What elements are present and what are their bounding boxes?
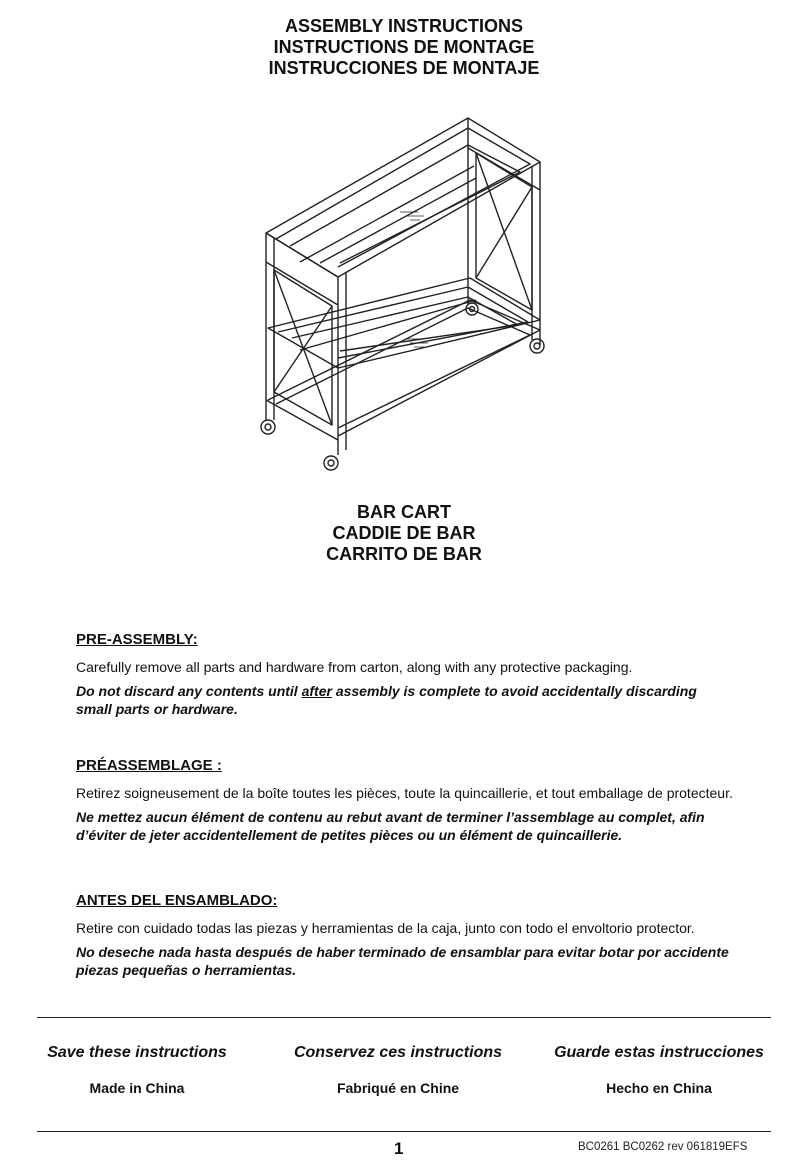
section-heading: PRE-ASSEMBLY: [76, 631, 198, 648]
section-body: Retire con cuidado todas las piezas y herramientas de la caja, junto con todo el envoltorio protector. [76, 920, 695, 936]
origin-spanish: Hecho en China [606, 1080, 712, 1096]
title-english: ASSEMBLY INSTRUCTIONS [284, 16, 524, 36]
section-warning [76, 682, 736, 718]
section-pre-assembly-french [76, 757, 736, 844]
product-english: BAR CART [357, 502, 451, 522]
section-heading: ANTES DEL ENSAMBLADO: [76, 892, 278, 909]
document-title [0, 16, 808, 79]
product-french: CADDIE DE BAR [332, 523, 476, 543]
origin-english: Made in China [89, 1080, 185, 1096]
title-spanish: INSTRUCCIONES DE MONTAJE [268, 58, 540, 78]
section-warning: No deseche nada hasta después de haber terminado de ensamblar para evitar botar por accidente piezas pequeñas o herramientas. [76, 944, 729, 978]
section-body: Retirez soigneusement de la boîte toutes les pièces, toute la quincaillerie, et tout emballage de protecteur. [76, 785, 733, 801]
section-warning: Ne mettez aucun élément de contenu au rebut avant de terminer l’assemblage au complet, afin d’éviter de jeter accidentellement de petites pièces ou un élément de quincaillerie. [76, 809, 705, 843]
save-spanish: Guarde estas instrucciones [554, 1044, 764, 1061]
warning-text-start: Do not discard any contents until [76, 683, 302, 699]
section-pre-assembly-spanish [76, 892, 736, 979]
bar-cart-illustration [245, 112, 565, 480]
section-pre-assembly-english [76, 631, 736, 718]
warning-text-end: assembly is complete to avoid accidentally discarding small parts or hardware. [76, 683, 697, 717]
footer-divider-bottom [37, 1131, 771, 1132]
product-name [0, 502, 808, 565]
warning-emphasis: after [301, 683, 332, 699]
footer-divider-top [37, 1017, 771, 1018]
section-body: Carefully remove all parts and hardware from carton, along with any protective packaging. [76, 659, 633, 675]
title-french: INSTRUCTIONS DE MONTAGE [273, 37, 535, 57]
save-english: Save these instructions [47, 1044, 227, 1061]
page-number: 1 [394, 1139, 404, 1158]
product-spanish: CARRITO DE BAR [326, 544, 482, 564]
save-french: Conservez ces instructions [293, 1044, 503, 1061]
origin-french: Fabriqué en Chine [336, 1080, 460, 1096]
save-instructions-row [0, 1044, 808, 1068]
model-revision: BC0261 BC0262 rev 061819EFS [578, 1141, 748, 1153]
country-of-origin-row [0, 1080, 808, 1100]
section-heading: PRÉASSEMBLAGE : [76, 757, 222, 774]
